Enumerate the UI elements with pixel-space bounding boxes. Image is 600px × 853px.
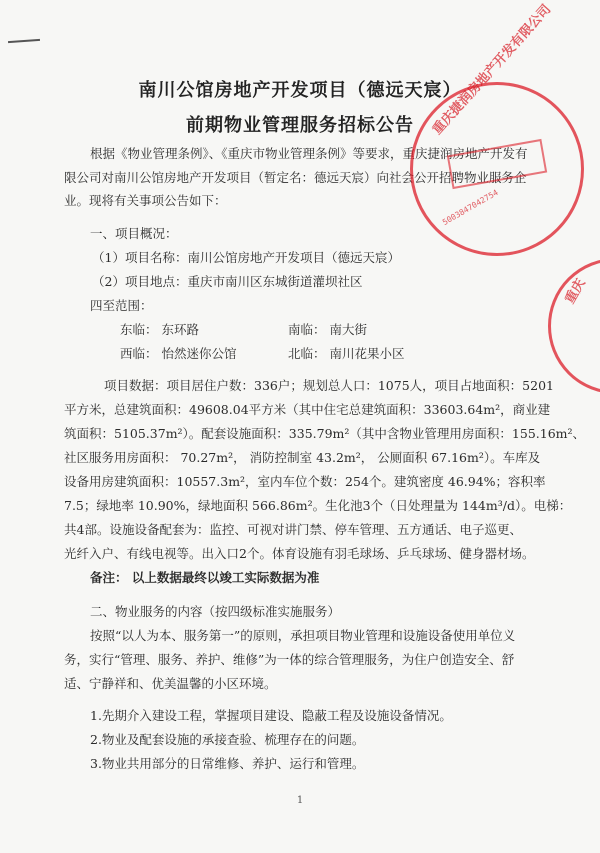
project-location: （2）项目地点：重庆市南川区东城街道灌坝社区: [92, 274, 363, 289]
service-item-2: 2.物业及配套设施的承接查验、梳理存在的问题。: [90, 732, 365, 747]
boundary-east: 东临： 东环路: [120, 322, 199, 337]
section2-line-2: 务，实行“管理、服务、养护、维修”为一体的综合管理服务，为住户创造安全、舒: [64, 652, 515, 667]
project-name: （1）项目名称：南川公馆房地产开发项目（德远天宸）: [92, 250, 400, 265]
second-seal-text: 重庆: [562, 276, 589, 307]
section2-heading: 二、物业服务的内容（按四级标准实施服务）: [90, 604, 341, 619]
company-seal: [410, 2, 584, 256]
document-subtitle: 前期物业管理服务招标公告: [186, 115, 414, 136]
service-item-1: 1.先期介入建设工程，掌握项目建设、隐蔽工程及设施设备情况。: [90, 708, 452, 723]
data-line-5: 设备用房建筑面积：10557.3m²，室内车位个数：254个。建筑密度 46.94%；容积率: [64, 474, 546, 489]
scan-mark: [8, 39, 40, 43]
data-line-8: 光纤入户、有线电视等。出入口2个。体育设施有羽毛球场、乒乓球场、健身器材场。: [64, 546, 535, 561]
data-line-6: 7.5；绿地率 10.90%，绿地面积 566.86m²。生化池3个（日处理量为 144m³/d）。电梯：: [64, 498, 572, 513]
data-note: 备注： 以上数据最终以竣工实际数据为准: [90, 570, 320, 585]
seal-text: 重庆捷润房地产开发有限公司: [429, 2, 555, 138]
data-line-2: 平方米，总建筑面积：49608.04平方米（其中住宅总建筑面积：33603.64m²，商业建: [64, 402, 551, 417]
seal-inner-frame: [447, 139, 547, 189]
intro-line-1: 根据《物业管理条例》、《重庆市物业管理条例》等要求，重庆捷润房地产开发有: [90, 146, 528, 161]
intro-line-2: 限公司对南川公馆房地产开发项目（暂定名：德远天宸）向社会公开招聘物业服务企: [64, 170, 527, 185]
data-line-1: 项目数据：项目居住户数：336户；规划总人口：1075人，项目占地面积：5201: [104, 378, 554, 393]
boundary-west: 西临： 怡然迷你公馆: [120, 346, 237, 361]
data-line-7: 共4部。设施设备配套为：监控、可视对讲门禁、停车管理、五方通话、电子巡更、: [64, 522, 522, 537]
section1-heading: 一、项目概况：: [90, 226, 178, 241]
second-seal: [548, 258, 600, 394]
service-item-3: 3.物业共用部分的日常维修、养护、运行和管理。: [90, 756, 365, 771]
data-line-4: 社区服务用房面积： 70.27m²， 消防控制室 43.2m²， 公厕面积 67.16m²）。车库及: [64, 450, 541, 465]
boundary-heading: 四至范围：: [90, 298, 153, 313]
section2-line-3: 适、宁静祥和、优美温馨的小区环境。: [64, 676, 277, 691]
boundary-south: 南临： 南大街: [288, 322, 367, 337]
intro-line-3: 业。现将有关事项公告如下：: [64, 193, 227, 208]
page-number: 1: [296, 795, 304, 806]
seal-number: 5003847042754: [440, 187, 500, 228]
data-line-3: 筑面积：5105.37m²）。配套设施面积：335.79m²（其中含物业管理用房面积：155.16m²、: [64, 426, 586, 441]
boundary-north: 北临： 南川花果小区: [288, 346, 405, 361]
section2-line-1: 按照“以人为本、服务第一”的原则，承担项目物业管理和设施设备使用单位义: [90, 628, 516, 643]
document-title: 南川公馆房地产开发项目（德远天宸）: [138, 80, 462, 101]
